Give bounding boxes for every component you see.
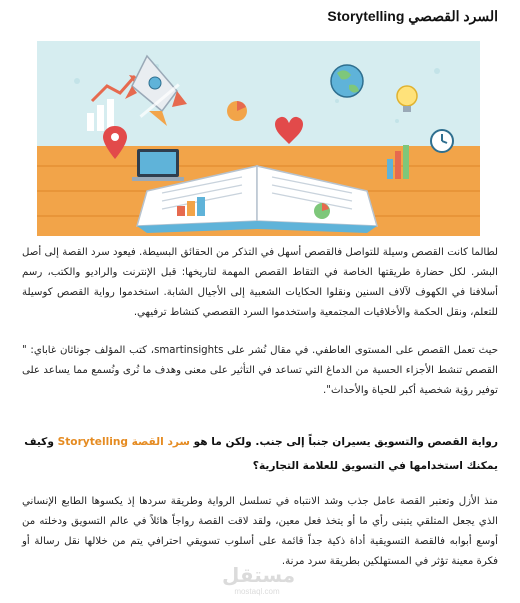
section-heading-part2: وكيف يمكنك استخدامها في التسويق للعلامة التجارية؟ xyxy=(24,436,498,472)
watermark xyxy=(222,563,296,601)
watermark-logo: مستقل xyxy=(222,563,296,587)
section-heading-accent: سرد القصة Storytelling xyxy=(57,436,190,448)
watermark-url: mostaql.com xyxy=(234,587,280,596)
intro-paragraph: لطالما كانت القصص وسيلة للتواصل فالقصص أسهل في التذكر من الحقائق البسيطة. فيعود سرد القصة إلى أصل البشر. لكل حضارة طريقتها الخاصة في التقاط القصص المهمة لتاريخها: قبل الإنترنت والراديو والكتب، رسم أسلافنا في الكهوف لآلاف السنين ونقلوا الحكايات الشعبية إلى الأجيال الشابة. استخدموا رواية القصص كوسيلة للتعلم، ونقل الحكمة والأخلاقيات المجتمعية واستخدموا السرد القصصي كنشاط ترفيهي. xyxy=(22,247,498,318)
emotion-paragraph: حيث تعمل القصص على المستوى العاطفي. في مقال نُشر على smartinsights، كتب المؤلف جوناثان غاباي: " القصص تنشط الأجزاء الحسية من الدماغ التي تساعد في التأثير على معنى وهدف ما نُرى ونُسمع مما يساعد على توفير رؤية شخصية أكبر للحياة والأحداث". xyxy=(22,345,499,396)
section-heading xyxy=(22,430,498,478)
globe-icon xyxy=(331,65,363,97)
marketing-paragraph: منذ الأزل وتعتبر القصة عامل جذب وشد الانتباه في تسلسل الرواية وطريقة سردها إذ يكسوها الطابع الإنساني الذي يجعل المتلقي يتبنى رأي ما أو يتخذ فعل معين، ولقد لاقت القصة رواجاً هائلاً في عالم التسويق ودخلته من أوسع أبوابه فالقصة التسويقية أداة ذكية جداً قائمة على أسلوب تسويقي احترافي يتم من خلالها نقل رسالة أو فكرة معينة تؤثر في المستهلكين بطريقة سرد مرنة. xyxy=(22,496,498,567)
article-title: السرد القصصي Storytelling xyxy=(327,8,498,24)
clock-icon xyxy=(431,130,453,152)
hero-illustration xyxy=(37,41,480,236)
section-heading-part1: رواية القصص والتسويق يسيران جنباً إلى جنب. ولكن ما هو xyxy=(189,436,498,448)
